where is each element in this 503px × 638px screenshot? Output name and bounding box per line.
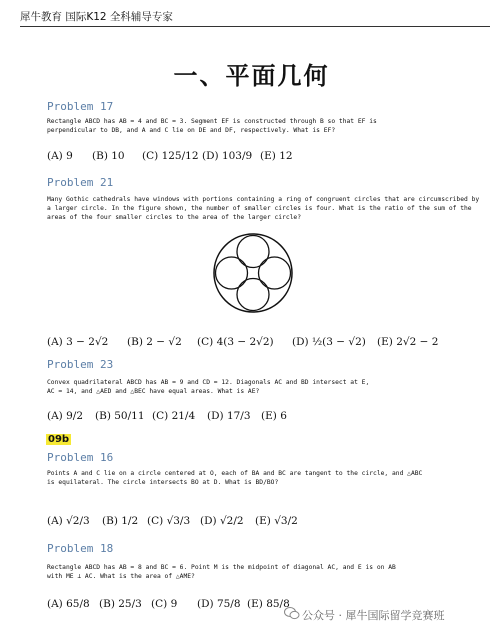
choice-a: (A) 9 <box>47 150 73 162</box>
choice-d: (D) ½(3 − √2) <box>292 336 366 348</box>
choice-e: (E) 2√2 − 2 <box>377 336 439 348</box>
problem-23-text <box>47 378 483 396</box>
problem-23-line2: AC = 14, and △AED and △BEC have equal areas. What is AE? <box>47 388 260 395</box>
choice-e: (E) 12 <box>260 150 293 162</box>
choice-e: (E) 6 <box>261 410 287 422</box>
choice-c: (C) 4(3 − 2√2) <box>197 336 274 348</box>
problem-17-text <box>47 117 483 135</box>
small-circle-left <box>216 257 248 289</box>
choice-c: (C) √3/3 <box>147 515 191 527</box>
problem-21-line3: areas of the four smaller circles to the area of the larger circle? <box>47 214 302 221</box>
choice-b: (B) 2 − √2 <box>127 336 182 348</box>
page-header <box>20 4 490 27</box>
problem-21-text <box>47 195 483 222</box>
choice-d: (D) √2/2 <box>200 515 244 527</box>
problem-17-label: Problem 17 <box>47 100 114 113</box>
problem-23-line1: Convex quadrilateral ABCD has AB = 9 and CD = 12. Diagonals AC and BD intersect at E, <box>47 379 370 386</box>
problem-18-text <box>47 563 483 581</box>
choice-b: (B) 25/3 <box>99 598 142 610</box>
large-circle <box>214 234 292 312</box>
problem-17-line1: Rectangle ABCD has AB = 4 and BC = 3. Segment EF is constructed through B so that EF is <box>47 118 377 125</box>
problem-23-label: Problem 23 <box>47 358 114 371</box>
header-text: 犀牛教育 国际K12 全科辅导专家 <box>20 11 173 23</box>
small-circle-right <box>259 257 291 289</box>
problem-16-line1: Points A and C lie on a circle centered at O, each of BA and BC are tangent to the circle, and △ABC <box>47 470 423 477</box>
choice-d: (D) 17/3 <box>207 410 251 422</box>
wechat-icon <box>284 606 300 620</box>
problem-21-line2: a larger circle. In the figure shown, the number of smaller circles is four. What is the ratio of the sum of the <box>47 205 472 212</box>
choice-a: (A) 3 − 2√2 <box>47 336 109 348</box>
choice-b: (B) 50/11 <box>95 410 145 422</box>
choice-e: (E) √3/2 <box>255 515 298 527</box>
small-circle-top <box>237 236 269 268</box>
problem-16-text <box>47 469 483 487</box>
circles-figure <box>212 232 294 314</box>
problem-21-line1: Many Gothic cathedrals have windows with portions containing a ring of congruent circles that are circumscribed by <box>47 196 480 203</box>
problem-18-line1: Rectangle ABCD has AB = 8 and BC = 6. Point M is the midpoint of diagonal AC, and E is on AB <box>47 564 396 571</box>
choice-c: (C) 21/4 <box>152 410 196 422</box>
problem-16-label: Problem 16 <box>47 451 114 464</box>
choice-d: (D) 75/8 <box>197 598 241 610</box>
choice-a: (A) 65/8 <box>47 598 90 610</box>
choice-b: (B) 1/2 <box>102 515 139 527</box>
choice-e: (E) 85/8 <box>247 598 290 610</box>
watermark-text: 公众号 · 犀牛国际留学竞赛班 <box>302 609 445 622</box>
page-title: 一、平面几何 <box>173 62 330 90</box>
choice-b: (B) 10 <box>92 150 125 162</box>
problem-18-label: Problem 18 <box>47 542 114 555</box>
problem-16-line2: is equilateral. The circle intersects BO at D. What is BD/BO? <box>47 479 279 486</box>
problem-18-line2: with ME ⊥ AC. What is the area of △AME? <box>47 573 195 580</box>
choice-a: (A) 9/2 <box>47 410 84 422</box>
section-tag: 09b <box>48 434 70 445</box>
problem-17-line2: perpendicular to DB, and A and C lie on DE and DF, respectively. What is EF? <box>47 127 336 134</box>
choice-c: (C) 9 <box>151 598 178 610</box>
problem-21-label: Problem 21 <box>47 176 114 189</box>
small-circle-bottom <box>237 279 269 311</box>
choice-c: (C) 125/12 <box>142 150 199 162</box>
choice-d: (D) 103/9 <box>202 150 253 162</box>
choice-a: (A) √2/3 <box>47 515 90 527</box>
